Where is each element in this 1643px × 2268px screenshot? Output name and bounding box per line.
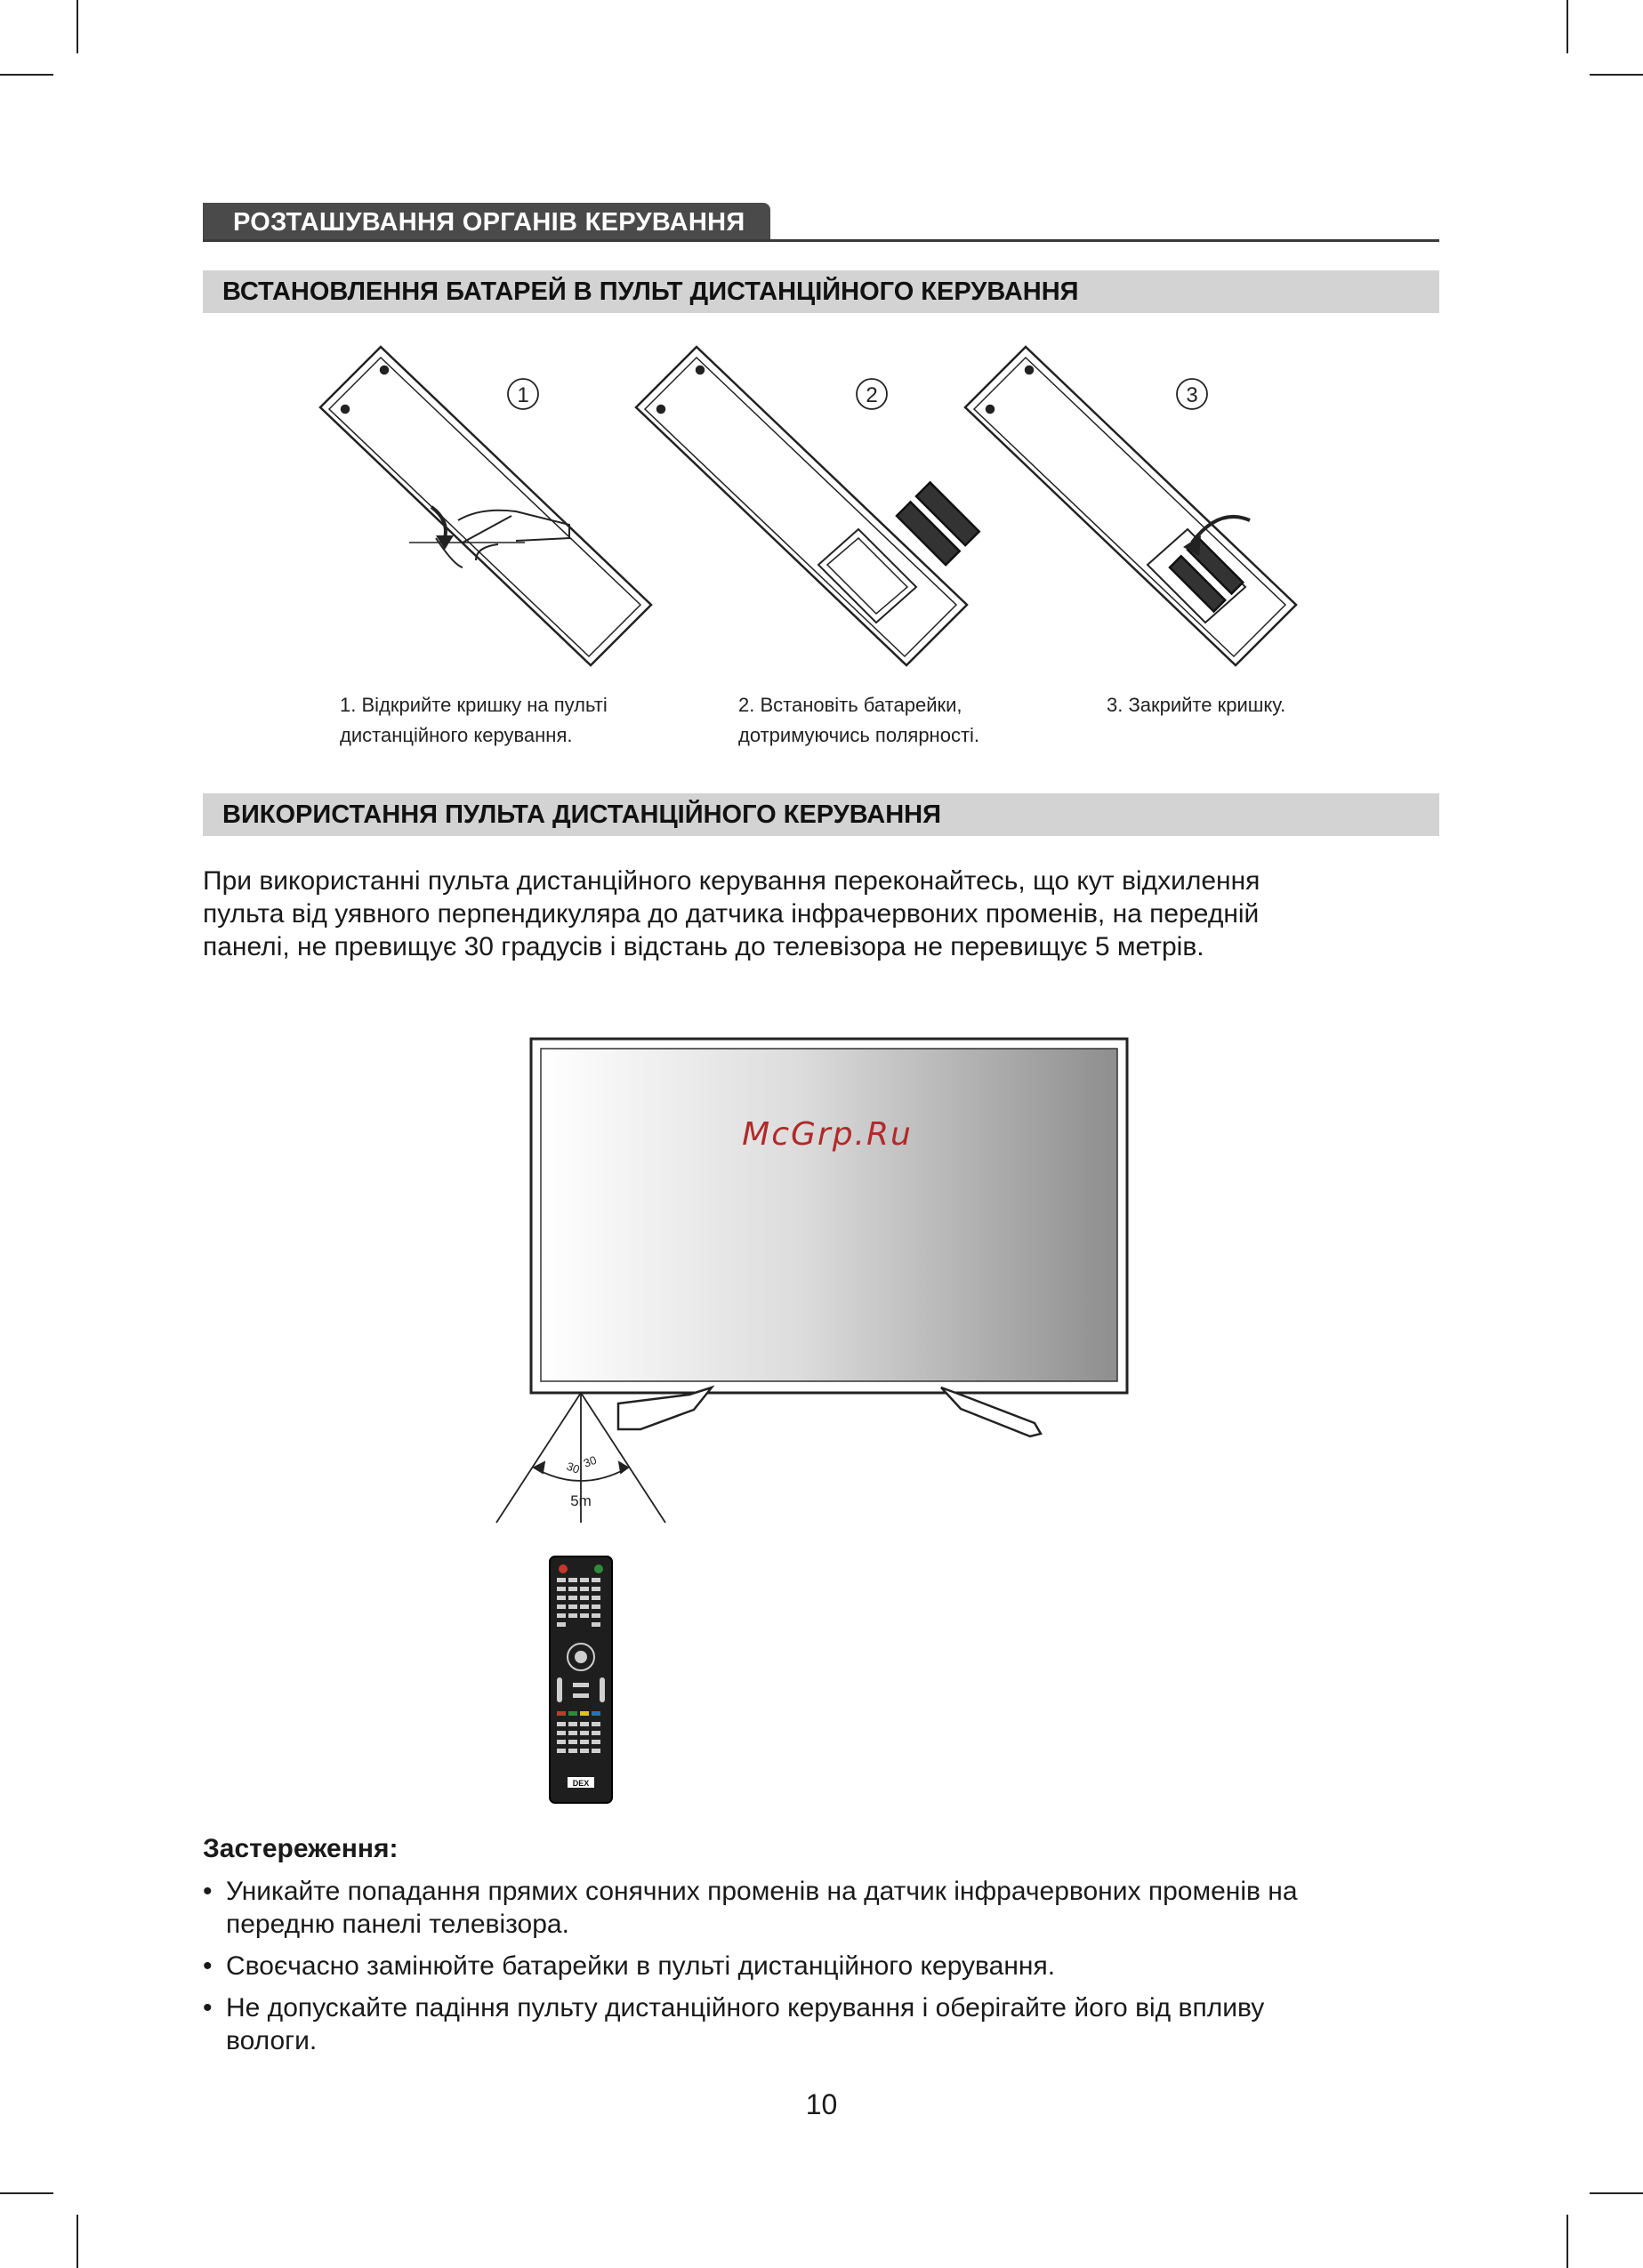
step-2-caption-line2: дотримуючись полярності. (738, 724, 980, 746)
usage-heading: ВИКОРИСТАННЯ ПУЛЬТА ДИСТАНЦІЙНОГО КЕРУВАННЯ (203, 793, 1439, 836)
caution-item-3-line1: Не допускайте падіння пульту дистанційного керування і оберігайте його від впливу (226, 1993, 1265, 2023)
crop-mark (0, 74, 53, 76)
bullet-icon: • (203, 1877, 213, 1906)
step-1-caption (340, 690, 608, 751)
install-heading: ВСТАНОВЛЕННЯ БАТАРЕЙ В ПУЛЬТ ДИСТАНЦІЙНОГО КЕРУВАННЯ (203, 270, 1439, 313)
crop-mark (77, 2215, 78, 2268)
angle-left-label: 30 (564, 1459, 582, 1476)
usage-line-1: При використанні пульта дистанційного керування переконайтесь, що кут відхилення (203, 866, 1260, 896)
bullet-icon: • (203, 1993, 213, 2023)
caution-item-1-line1: Уникайте попадання прямих сонячних променів на датчик інфрачервоних променів на (226, 1877, 1298, 1906)
step-3-caption (1107, 690, 1285, 720)
tv-stand-right (941, 1387, 1041, 1436)
step-1-remote-illustration (320, 347, 651, 665)
step-1-caption-line1: 1. Відкрийте кришку на пульті (340, 694, 608, 716)
input-button-icon (594, 1564, 603, 1573)
distance-label: 5m (570, 1492, 592, 1509)
bullet-icon: • (203, 1951, 213, 1981)
caution-item (203, 1991, 1448, 2057)
caution-item-1-line2: передню панелі телевізора. (226, 1910, 569, 1939)
battery-install-illustrations (302, 338, 1325, 685)
step-2-caption-line1: 2. Встановіть батарейки, (738, 694, 962, 716)
crop-mark (0, 2192, 53, 2194)
step-2-caption (738, 690, 979, 751)
crop-mark (1590, 74, 1643, 76)
step-1-caption-line2: дистанційного керування. (340, 724, 573, 746)
usage-paragraph (203, 865, 1439, 963)
usage-line-3: панелі, не превищує 30 градусів і відстань до телевізора не перевищує 5 метрів. (203, 932, 1204, 961)
caution-item-2-line1: Своєчасно замінюйте батарейки в пульті дистанційного керування. (226, 1951, 1056, 1981)
step-1-number: 1 (517, 383, 529, 407)
caution-list (203, 1875, 1448, 2066)
crop-mark (1590, 2192, 1643, 2194)
ok-button-icon (575, 1651, 587, 1663)
crop-mark (1566, 2215, 1568, 2268)
crop-mark (77, 0, 78, 53)
section-title: РОЗТАШУВАННЯ ОРГАНІВ КЕРУВАННЯ (203, 203, 770, 242)
crop-mark (1566, 0, 1568, 53)
caution-item (203, 1875, 1448, 1941)
section-title-rule (203, 239, 1439, 242)
section-title-bar (203, 203, 1439, 242)
angle-right-label: 30 (581, 1452, 599, 1470)
tv-range-diagram (480, 1032, 1121, 1814)
tv-screen (541, 1049, 1117, 1381)
step-3-number: 3 (1186, 383, 1198, 407)
step-2-remote-illustration (636, 347, 979, 665)
caution-title: Застереження: (203, 1834, 399, 1863)
step-3-remote-illustration (965, 347, 1296, 665)
remote-brand-text: DEX (572, 1779, 590, 1788)
caution-item (203, 1950, 1448, 1982)
watermark: McGrp.Ru (742, 1116, 913, 1153)
power-button-icon (559, 1564, 568, 1573)
remote-control (550, 1556, 612, 1803)
page-number: 10 (805, 2088, 838, 2120)
step-2-number: 2 (866, 383, 878, 407)
step-3-caption-line1: 3. Закрийте кришку. (1107, 694, 1286, 716)
caution-item-3-line2: вологи. (226, 2026, 318, 2055)
usage-line-2: пульта від уявного перпендикуляра до датчика інфрачервоних променів, на передній (203, 899, 1260, 929)
